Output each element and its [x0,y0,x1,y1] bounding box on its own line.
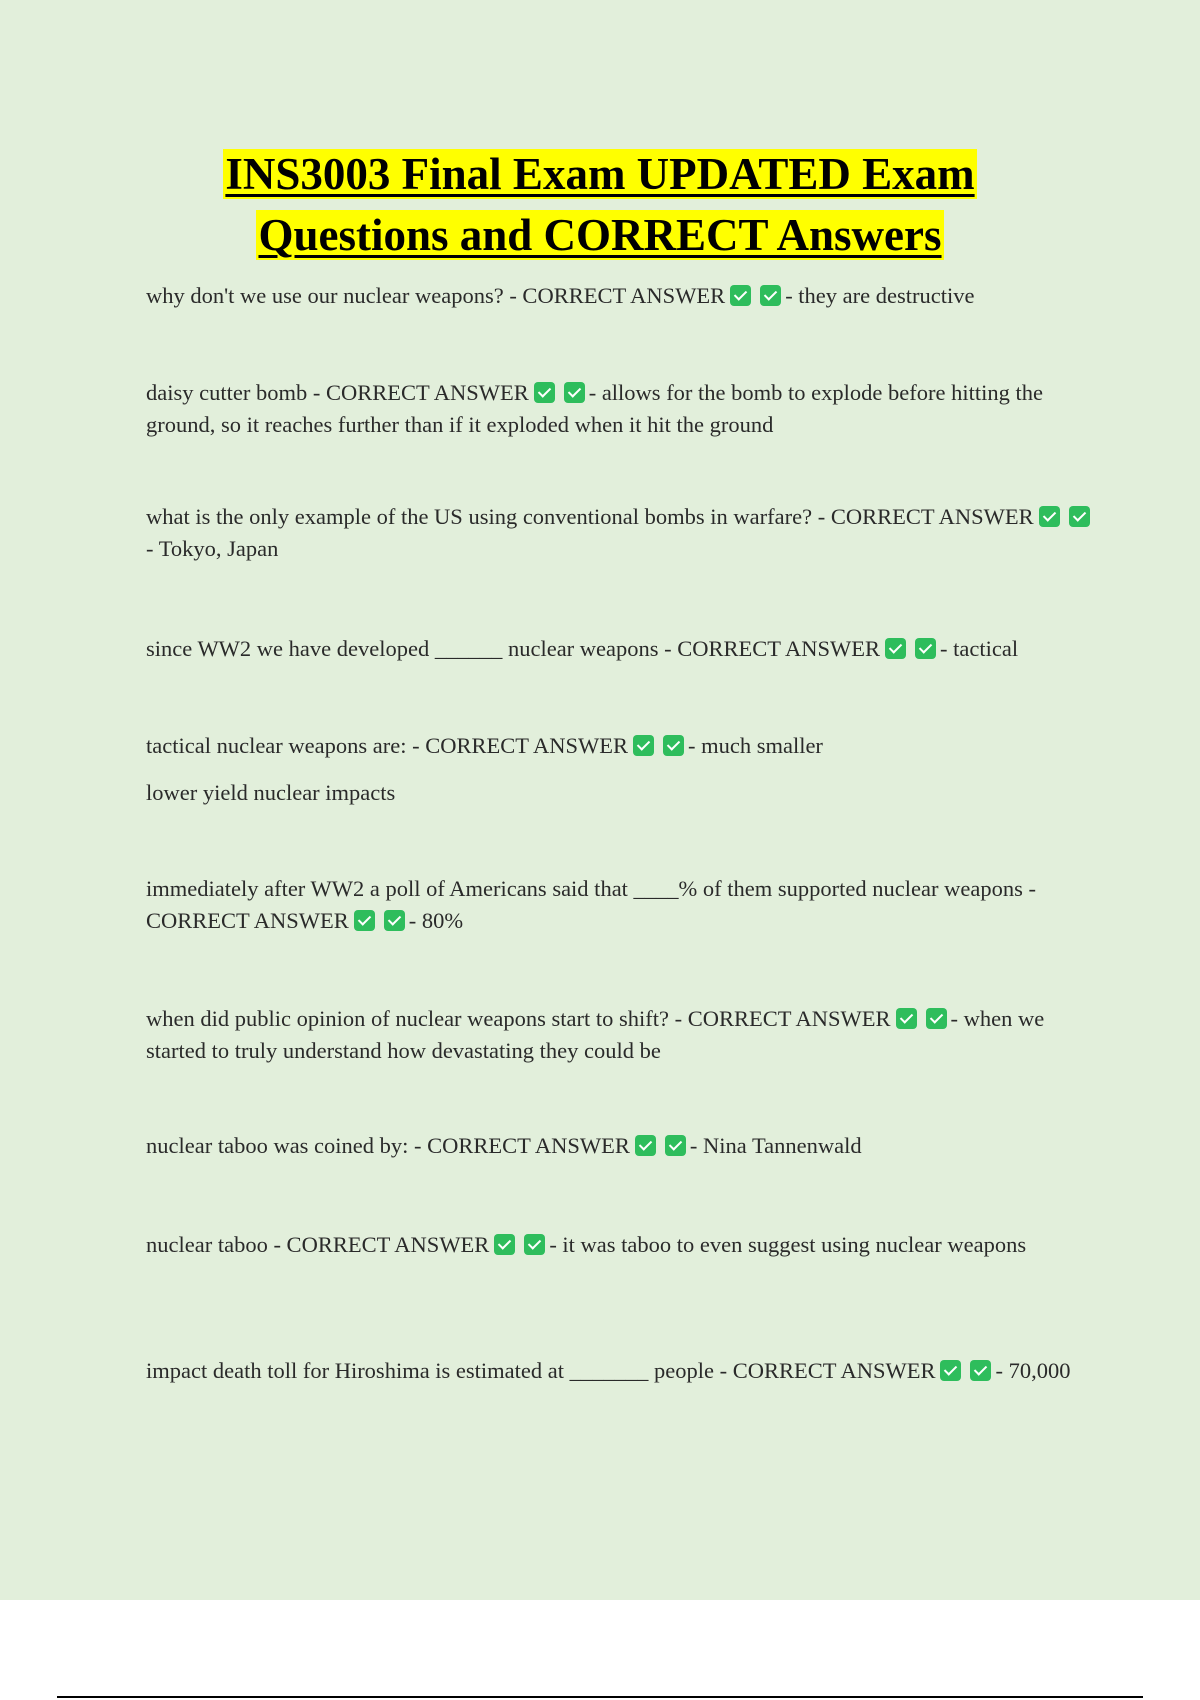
qa-item [146,280,1096,312]
check-mark-icon [665,1135,686,1156]
check-mark-icon [915,638,936,659]
question-text: daisy cutter bomb - CORRECT ANSWER [146,380,529,405]
check-mark-icon [1039,506,1060,527]
qa-item [146,501,1096,565]
answer-text: - when we started to truly understand how devastating they could be [146,1006,1045,1063]
qa-item [146,1229,1096,1261]
question-text: why don't we use our nuclear weapons? - CORRECT ANSWER [146,283,726,308]
page-title [0,144,1200,266]
check-mark-icon [384,910,405,931]
question-text: when did public opinion of nuclear weapons start to shift? - CORRECT ANSWER [146,1006,891,1031]
qa-item [146,1355,1096,1387]
check-mark-icon [970,1360,991,1381]
answer-text: - Tokyo, Japan [146,536,279,561]
check-mark-icon [633,735,654,756]
title-line-1: INS3003 Final Exam UPDATED Exam [225,149,975,199]
check-mark-icon [1069,506,1090,527]
qa-item [146,730,1096,809]
check-mark-icon [926,1008,947,1029]
check-mark-icon [896,1008,917,1029]
qa-item [146,1130,1096,1162]
answer-text: - much smaller [687,733,823,758]
check-mark-icon [635,1135,656,1156]
check-mark-icon [494,1234,515,1255]
check-mark-icon [524,1234,545,1255]
answer-extra-line: lower yield nuclear impacts [146,780,396,805]
footer-divider [57,1696,1143,1698]
question-text: nuclear taboo - CORRECT ANSWER [146,1232,490,1257]
answer-text: - tactical [940,636,1019,661]
check-mark-icon [354,910,375,931]
check-mark-icon [730,285,751,306]
question-text: what is the only example of the US using conventional bombs in warfare? - CORRECT ANSWER [146,504,1034,529]
question-text: tactical nuclear weapons are: - CORRECT ANSWER [146,733,628,758]
question-text: nuclear taboo was coined by: - CORRECT ANSWER [146,1133,630,1158]
answer-text: - Nina Tannenwald [689,1133,862,1158]
qa-item [146,873,1096,937]
qa-item [146,1003,1096,1067]
answer-text: - it was taboo to even suggest using nuclear weapons [549,1232,1027,1257]
check-mark-icon [940,1360,961,1381]
question-text: impact death toll for Hiroshima is estimated at _______ people - CORRECT ANSWER [146,1358,936,1383]
question-text: since WW2 we have developed ______ nuclear weapons - CORRECT ANSWER [146,636,881,661]
title-line-2: Questions and CORRECT Answers [258,210,942,260]
answer-text: - allows for the bomb to explode before hitting the ground, so it reaches further than if it exploded when it hit the ground [146,380,1043,437]
check-mark-icon [760,285,781,306]
question-text: immediately after WW2 a poll of Americans said that ____% of them supported nuclear weapons - CORRECT ANSWER [146,876,1036,933]
check-mark-icon [885,638,906,659]
qa-item [146,633,1096,665]
check-mark-icon [564,382,585,403]
answer-text: - they are destructive [785,283,975,308]
check-mark-icon [663,735,684,756]
answer-text: - 70,000 [995,1358,1071,1383]
qa-item [146,377,1096,441]
check-mark-icon [534,382,555,403]
answer-text: - 80% [408,908,464,933]
